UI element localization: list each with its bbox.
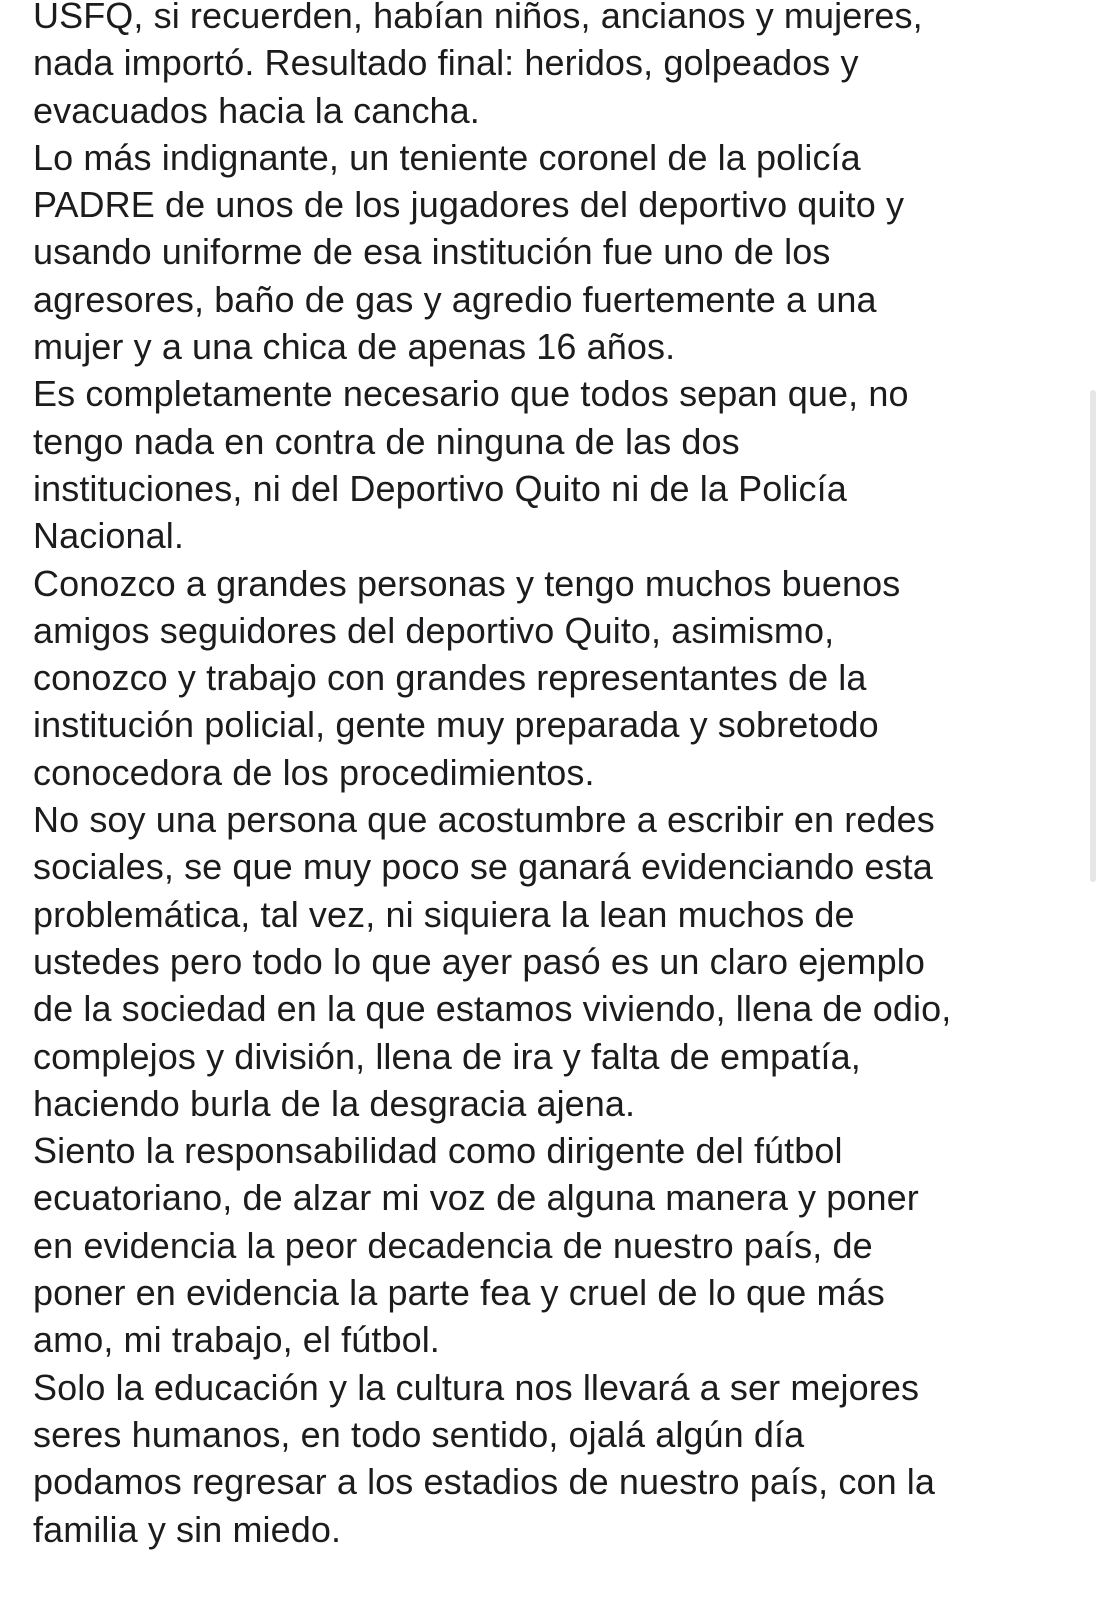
post-line: sociales, se que muy poco se ganará evidenciando esta	[33, 846, 933, 888]
post-line: agresores, baño de gas y agredio fuertemente a una	[33, 278, 877, 320]
scrollbar[interactable]	[1090, 390, 1096, 882]
post-line: usando uniforme de esa institución fue uno de los	[33, 231, 831, 273]
post-line: Nacional.	[33, 515, 184, 557]
post-line: Solo la educación y la cultura nos llevará a ser mejores	[33, 1366, 920, 1408]
post-line: institución policial, gente muy preparada y sobretodo	[33, 704, 879, 746]
post-line: familia y sin miedo.	[33, 1508, 342, 1550]
post-line: Siento la responsabilidad como dirigente del fútbol	[33, 1130, 843, 1172]
post-line: ecuatoriano, de alzar mi voz de alguna manera y poner	[33, 1177, 919, 1219]
post-line: nada importó. Resultado final: heridos, golpeados y	[33, 42, 859, 84]
post-line: ustedes pero todo lo que ayer pasó es un claro ejemplo	[33, 940, 925, 982]
post-line: PADRE de unos de los jugadores del deportivo quito y	[33, 184, 905, 226]
post-line: evacuados hacia la cancha.	[33, 89, 480, 131]
post-line: amigos seguidores del deportivo Quito, asimismo,	[33, 609, 835, 651]
post-line: Conozco a grandes personas y tengo muchos buenos	[33, 562, 901, 604]
post-line: poner en evidencia la parte fea y cruel de lo que más	[33, 1272, 885, 1314]
post-line: de la sociedad en la que estamos viviendo, llena de odio,	[33, 988, 952, 1030]
post-line: conozco y trabajo con grandes representantes de la	[33, 657, 867, 699]
post-line: USFQ, si recuerden, habían niños, ancianos y mujeres,	[33, 0, 923, 36]
post-line: haciendo burla de la desgracia ajena.	[33, 1082, 636, 1124]
post-line: amo, mi trabajo, el fútbol.	[33, 1319, 440, 1361]
post-line: No soy una persona que acostumbre a escribir en redes	[33, 799, 935, 841]
post-line: problemática, tal vez, ni siquiera la lean muchos de	[33, 893, 855, 935]
post-line: complejos y división, llena de ira y falta de empatía,	[33, 1035, 861, 1077]
post-line: mujer y a una chica de apenas 16 años.	[33, 326, 676, 368]
post-line: conocedora de los procedimientos.	[33, 751, 595, 793]
post-text	[33, 0, 1073, 1553]
post-line: Es completamente necesario que todos sepan que, no	[33, 373, 909, 415]
post-line: en evidencia la peor decadencia de nuestro país, de	[33, 1224, 873, 1266]
post-line: tengo nada en contra de ninguna de las dos	[33, 420, 740, 462]
post-line: podamos regresar a los estadios de nuestro país, con la	[33, 1461, 936, 1503]
post-line: instituciones, ni del Deportivo Quito ni de la Policía	[33, 467, 847, 509]
post-line: Lo más indignante, un teniente coronel de la policía	[33, 136, 861, 178]
post-line: seres humanos, en todo sentido, ojalá algún día	[33, 1413, 805, 1455]
